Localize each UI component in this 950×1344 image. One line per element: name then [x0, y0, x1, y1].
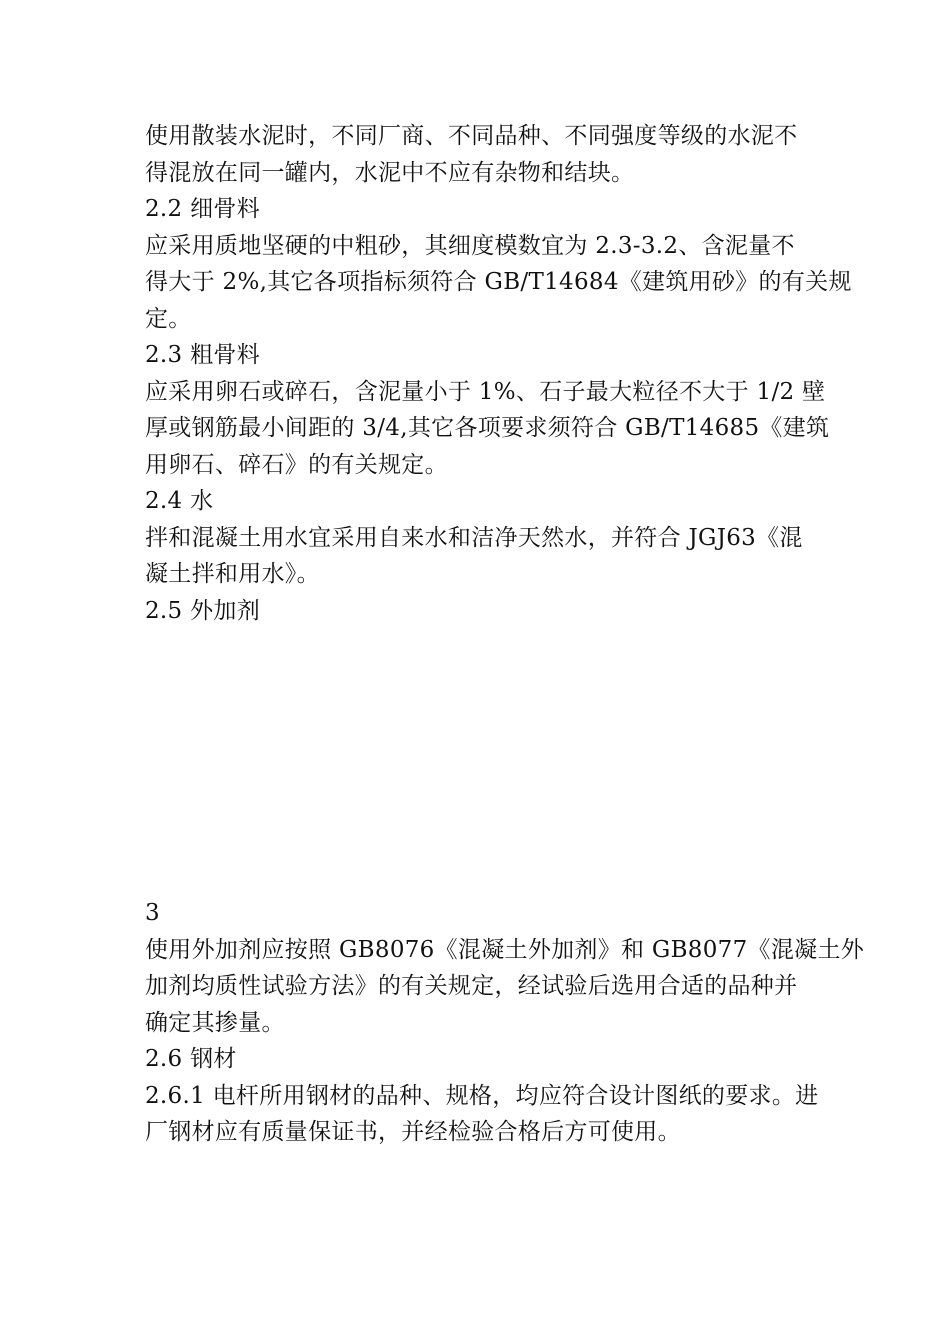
- text-line: 定。: [145, 305, 192, 332]
- text-line: 厂钢材应有质量保证书，并经检验合格后方可使用。: [145, 1119, 681, 1145]
- text-line: 用卵石、碎石》的有关规定。: [145, 451, 448, 478]
- section-heading: 2.4 水: [145, 488, 214, 514]
- text-line: 2.6.1 电杆所用钢材的品种、规格，均应符合设计图纸的要求。进: [145, 1082, 819, 1109]
- text-line: 应采用卵石或碎石，含泥量小于 1%、石子最大粒径不大于 1/2 壁: [145, 378, 826, 405]
- text-line: 应采用质地坚硬的中粗砂，其细度模数宜为 2.3-3.2、含泥量不: [145, 232, 795, 259]
- section-heading: 2.6 钢材: [145, 1046, 237, 1072]
- text-block-bottom: [145, 895, 865, 1151]
- text-line: 使用散装水泥时，不同厂商、不同品种、不同强度等级的水泥不: [145, 123, 798, 149]
- page-number: 3: [145, 900, 160, 926]
- text-line: 使用外加剂应按照 GB8076《混凝土外加剂》和 GB8077《混凝土外: [145, 936, 865, 963]
- text-line: 加剂均质性试验方法》的有关规定，经试验后选用合适的品种并: [145, 973, 798, 999]
- text-line: 拌和混凝土用水宜采用自来水和洁净天然水，并符合 JGJ63《混: [145, 524, 803, 551]
- text-block-top: [145, 118, 852, 629]
- text-line: 得混放在同一罐内，水泥中不应有杂物和结块。: [145, 159, 635, 186]
- text-line: 得大于 2%,其它各项指标须符合 GB/T14684《建筑用砂》的有关规: [145, 269, 852, 295]
- section-heading: 2.3 粗骨料: [145, 342, 260, 368]
- text-line: 厚或钢筋最小间距的 3/4,其它各项要求须符合 GB/T14685《建筑: [145, 415, 830, 441]
- text-line: 凝土拌和用水》。: [145, 561, 320, 587]
- section-heading: 2.2 细骨料: [145, 196, 260, 222]
- section-heading: 2.5 外加剂: [145, 597, 260, 624]
- text-line: 确定其掺量。: [145, 1009, 285, 1036]
